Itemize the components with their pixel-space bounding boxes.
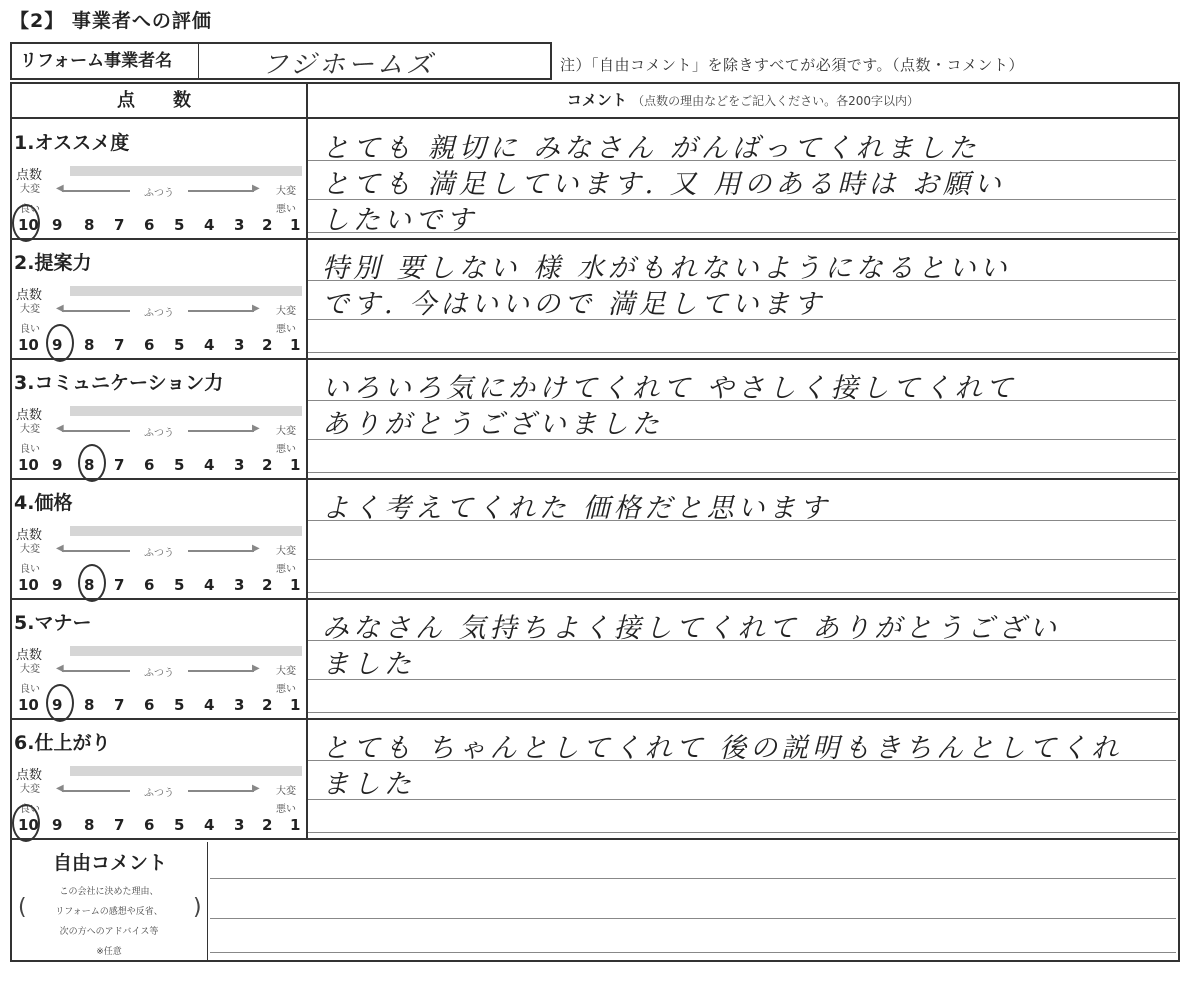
selected-score-circle (46, 324, 74, 362)
scale-good: 良い (20, 204, 40, 215)
score-option-8[interactable]: 8 (84, 576, 95, 594)
scale-very-right: 大変 (276, 426, 296, 437)
right-arrow (188, 790, 254, 792)
comment-rule (308, 679, 1176, 680)
left-arrow-head: ◀ (56, 423, 64, 434)
score-option-3[interactable]: 3 (234, 216, 245, 234)
left-arrow (62, 550, 130, 552)
handwritten-comment-line[interactable]: いろいろ気にかけてくれて やさしく接してくれて (322, 373, 1017, 404)
scale-band (70, 766, 302, 776)
company-name-label: リフォーム事業者名 (12, 44, 199, 78)
score-option-3[interactable]: 3 (234, 696, 245, 714)
left-arrow (62, 430, 130, 432)
handwritten-comment-line[interactable]: したいです (322, 205, 477, 236)
scale-band (70, 166, 302, 176)
section-title: 4.価格 (14, 492, 73, 514)
selected-score-circle (46, 684, 74, 722)
scale-very-left: 大変 (20, 784, 40, 795)
points-label: 点数 (16, 528, 43, 543)
scale-good: 良い (20, 324, 40, 335)
right-arrow-head: ▶ (252, 543, 260, 554)
scale-band (70, 406, 302, 416)
score-option-3[interactable]: 3 (234, 456, 245, 474)
free-comment-title: 自由コメント (52, 852, 167, 874)
scale-very-right: 大変 (276, 306, 296, 317)
score-option-7[interactable]: 7 (114, 216, 125, 234)
section-title: 6.仕上がり (14, 732, 111, 754)
score-option-2[interactable]: 2 (262, 576, 273, 594)
score-option-10[interactable]: 10 (18, 336, 39, 354)
right-arrow (188, 190, 254, 192)
right-arrow (188, 670, 254, 672)
comment-rule (308, 832, 1176, 833)
score-option-5[interactable]: 5 (174, 816, 185, 834)
score-option-5[interactable]: 5 (174, 336, 185, 354)
score-option-6[interactable]: 6 (144, 696, 155, 714)
score-option-3[interactable]: 3 (234, 816, 245, 834)
free-comment-desc-line: ※任意 (96, 947, 122, 957)
score-option-2[interactable]: 2 (262, 696, 273, 714)
right-arrow (188, 310, 254, 312)
score-option-10[interactable]: 10 (18, 696, 39, 714)
score-option-9[interactable]: 9 (52, 816, 63, 834)
score-option-7[interactable]: 7 (114, 816, 125, 834)
score-option-10[interactable]: 10 (18, 216, 39, 234)
score-option-8[interactable]: 8 (84, 816, 95, 834)
points-label: 点数 (16, 168, 43, 183)
score-option-6[interactable]: 6 (144, 456, 155, 474)
score-option-8[interactable]: 8 (84, 696, 95, 714)
handwritten-comment-line[interactable]: よく考えてくれた 価格だと思います (322, 493, 831, 524)
right-arrow-head: ▶ (252, 423, 260, 434)
scale-very-right: 大変 (276, 666, 296, 677)
selected-score-circle (78, 564, 106, 602)
score-option-4[interactable]: 4 (204, 696, 215, 714)
free-comment-desc-line: リフォームの感想や反省、 (55, 907, 163, 917)
scale-bad: 悪い (276, 804, 296, 815)
scale-band (70, 646, 302, 656)
score-option-9[interactable]: 9 (52, 456, 63, 474)
page-heading: 【2】 事業者への評価 (10, 10, 212, 32)
scale-normal: ふつう (144, 188, 174, 199)
comment-rule (308, 592, 1176, 593)
comment-rule (308, 352, 1176, 353)
handwritten-comment-line[interactable]: です. 今はいいので 満足しています (322, 289, 825, 320)
scale-normal: ふつう (144, 548, 174, 559)
score-option-4[interactable]: 4 (204, 576, 215, 594)
left-arrow-head: ◀ (56, 783, 64, 794)
scale-good: 良い (20, 564, 40, 575)
scale-very-right: 大変 (276, 786, 296, 797)
comment-rule (308, 559, 1176, 560)
scale-very-left: 大変 (20, 544, 40, 555)
left-arrow (62, 670, 130, 672)
score-option-1[interactable]: 1 (290, 336, 301, 354)
score-option-8[interactable]: 8 (84, 336, 95, 354)
company-name-value[interactable]: フジホームズ (262, 50, 435, 80)
handwritten-comment-line[interactable]: とても 満足しています. 又 用のある時は お願い (322, 169, 1005, 200)
score-option-10[interactable]: 10 (18, 576, 39, 594)
scale-band (70, 526, 302, 536)
section-title: 5.マナー (14, 612, 92, 634)
score-option-7[interactable]: 7 (114, 456, 125, 474)
handwritten-comment-line[interactable]: ありがとうございました (322, 409, 663, 440)
free-comment-input[interactable] (230, 850, 1170, 950)
score-option-5[interactable]: 5 (174, 696, 185, 714)
comment-header-label: コメント (566, 91, 627, 109)
score-option-1[interactable]: 1 (290, 576, 301, 594)
score-option-9[interactable]: 9 (52, 696, 63, 714)
score-option-9[interactable]: 9 (52, 576, 63, 594)
comment-rule (308, 472, 1176, 473)
score-option-9[interactable]: 9 (52, 216, 63, 234)
scale-good: 良い (20, 684, 40, 695)
score-option-7[interactable]: 7 (114, 576, 125, 594)
scale-bad: 悪い (276, 204, 296, 215)
right-arrow (188, 550, 254, 552)
score-option-7[interactable]: 7 (114, 336, 125, 354)
score-option-1[interactable]: 1 (290, 696, 301, 714)
scale-very-left: 大変 (20, 304, 40, 315)
points-label: 点数 (16, 768, 43, 783)
right-arrow-head: ▶ (252, 183, 260, 194)
scale-bad: 悪い (276, 564, 296, 575)
score-option-2[interactable]: 2 (262, 816, 273, 834)
handwritten-comment-line[interactable]: ました (322, 769, 415, 800)
scale-very-left: 大変 (20, 424, 40, 435)
free-comment-open-paren: ( (18, 895, 27, 920)
scale-bad: 悪い (276, 324, 296, 335)
scale-bad: 悪い (276, 684, 296, 695)
score-option-8[interactable]: 8 (84, 456, 95, 474)
score-option-5[interactable]: 5 (174, 576, 185, 594)
right-arrow-head: ▶ (252, 303, 260, 314)
score-option-6[interactable]: 6 (144, 576, 155, 594)
free-comment-desc-line: この会社に決めた理由、 (59, 887, 159, 897)
score-option-5[interactable]: 5 (174, 456, 185, 474)
scale-bad: 悪い (276, 444, 296, 455)
section-title: 3.コミュニケーション力 (14, 372, 224, 394)
score-option-6[interactable]: 6 (144, 336, 155, 354)
score-option-4[interactable]: 4 (204, 816, 215, 834)
handwritten-comment-line[interactable]: 特別 要しない 様 水がもれないようになるといい (322, 253, 1011, 284)
section-title: 1.オススメ度 (14, 132, 130, 154)
score-option-2[interactable]: 2 (262, 456, 273, 474)
score-option-6[interactable]: 6 (144, 216, 155, 234)
score-option-2[interactable]: 2 (262, 336, 273, 354)
score-option-7[interactable]: 7 (114, 696, 125, 714)
score-option-6[interactable]: 6 (144, 816, 155, 834)
score-option-1[interactable]: 1 (290, 816, 301, 834)
selected-score-circle (78, 444, 106, 482)
handwritten-comment-line[interactable]: とても 親切に みなさん がんばってくれました (322, 133, 980, 164)
required-note: 注）「自由コメント」を除きすべてが必須です。（点数・コメント） (560, 56, 1025, 74)
right-arrow-head: ▶ (252, 663, 260, 674)
free-comment-close-paren: ) (193, 895, 202, 920)
right-arrow (188, 430, 254, 432)
score-option-9[interactable]: 9 (52, 336, 63, 354)
scale-normal: ふつう (144, 308, 174, 319)
score-option-4[interactable]: 4 (204, 336, 215, 354)
free-comment-rule (210, 952, 1176, 953)
selected-score-circle (12, 804, 40, 842)
left-arrow (62, 310, 130, 312)
left-arrow-head: ◀ (56, 303, 64, 314)
scale-good: 良い (20, 804, 40, 815)
scale-band (70, 286, 302, 296)
scale-normal: ふつう (144, 428, 174, 439)
scale-good: 良い (20, 444, 40, 455)
left-arrow-head: ◀ (56, 543, 64, 554)
selected-score-circle (12, 204, 40, 242)
scale-very-left: 大変 (20, 664, 40, 675)
left-arrow (62, 190, 130, 192)
points-label: 点数 (16, 648, 43, 663)
comment-rule (308, 799, 1176, 800)
comment-column-header (308, 84, 1178, 119)
comment-rule (308, 712, 1176, 713)
scale-very-left: 大変 (20, 184, 40, 195)
score-option-5[interactable]: 5 (174, 216, 185, 234)
section-title: 2.提案力 (14, 252, 92, 274)
comment-header-sub: （点数の理由などをご記入ください。各200字以内） (632, 94, 920, 108)
scale-very-right: 大変 (276, 546, 296, 557)
scale-normal: ふつう (144, 668, 174, 679)
left-arrow (62, 790, 130, 792)
right-arrow-head: ▶ (252, 783, 260, 794)
score-option-3[interactable]: 3 (234, 576, 245, 594)
scale-normal: ふつう (144, 788, 174, 799)
score-option-4[interactable]: 4 (204, 216, 215, 234)
score-option-8[interactable]: 8 (84, 216, 95, 234)
score-column-header: 点 数 (12, 84, 306, 119)
handwritten-comment-line[interactable]: みなさん 気持ちよく接してくれて ありがとうござい (322, 613, 1061, 644)
left-arrow-head: ◀ (56, 663, 64, 674)
score-option-1[interactable]: 1 (290, 216, 301, 234)
free-comment-description (34, 882, 184, 962)
left-arrow-head: ◀ (56, 183, 64, 194)
score-option-4[interactable]: 4 (204, 456, 215, 474)
points-label: 点数 (16, 408, 43, 423)
free-comment-desc-line: 次の方へのアドバイス等 (59, 927, 159, 937)
points-label: 点数 (16, 288, 43, 303)
handwritten-comment-line[interactable]: とても ちゃんとしてくれて 後の説明もきちんとしてくれ (322, 733, 1123, 764)
score-option-2[interactable]: 2 (262, 216, 273, 234)
scale-very-right: 大変 (276, 186, 296, 197)
score-option-3[interactable]: 3 (234, 336, 245, 354)
handwritten-comment-line[interactable]: ました (322, 649, 415, 680)
score-option-1[interactable]: 1 (290, 456, 301, 474)
score-option-10[interactable]: 10 (18, 456, 39, 474)
score-option-10[interactable]: 10 (18, 816, 39, 834)
